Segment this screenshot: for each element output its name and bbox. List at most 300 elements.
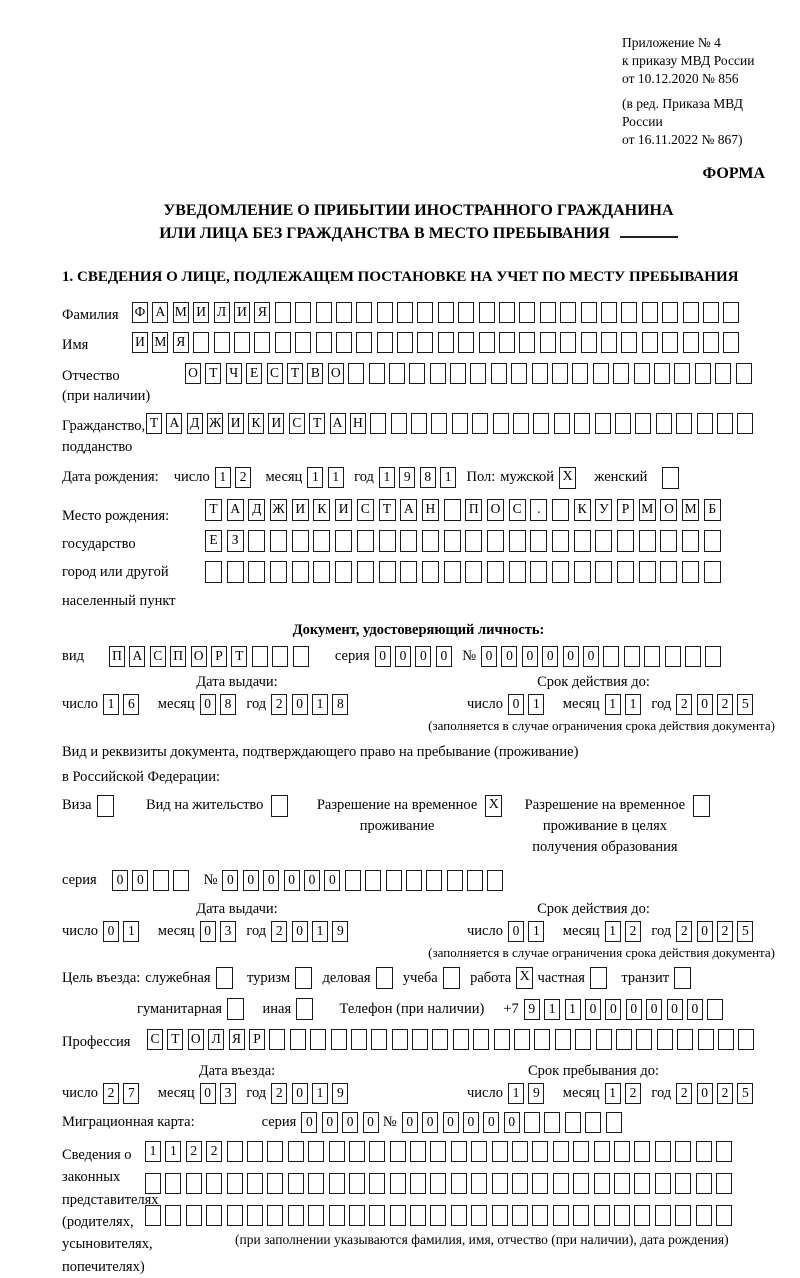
char-box[interactable] [718,1029,734,1050]
char-box[interactable] [400,530,417,552]
char-box[interactable]: 0 [301,1112,317,1133]
sex-female-checkbox[interactable] [662,467,679,489]
char-box[interactable]: 1 [544,999,560,1020]
char-box[interactable] [492,1141,508,1162]
char-box[interactable] [614,1173,630,1194]
char-box[interactable] [349,1205,365,1226]
char-box[interactable]: 9 [524,999,540,1020]
char-box[interactable] [290,1029,306,1050]
char-box[interactable]: 2 [271,694,287,715]
char-box[interactable] [674,363,690,384]
char-box[interactable]: 0 [522,646,538,667]
char-box[interactable]: С [147,1029,163,1050]
char-box[interactable] [227,561,244,583]
char-box[interactable]: 0 [501,646,517,667]
char-box[interactable] [553,1141,569,1162]
char-box[interactable]: У [595,499,612,521]
purpose-other-checkbox[interactable] [296,998,313,1020]
char-box[interactable] [227,1173,243,1194]
char-box[interactable]: И [292,499,309,521]
char-box[interactable]: А [400,499,417,521]
char-box[interactable]: 1 [605,694,621,715]
char-box[interactable] [389,363,405,384]
char-box[interactable]: 0 [483,1112,499,1133]
char-box[interactable] [472,413,488,434]
char-box[interactable] [422,530,439,552]
char-box[interactable]: Р [249,1029,265,1050]
char-box[interactable] [458,302,474,323]
char-box[interactable] [351,1029,367,1050]
char-box[interactable]: 0 [585,999,601,1020]
char-box[interactable] [675,1205,691,1226]
purpose-work-checkbox[interactable]: X [516,967,533,989]
char-box[interactable]: 1 [528,694,544,715]
char-box[interactable] [511,363,527,384]
char-box[interactable]: Т [205,363,221,384]
char-box[interactable]: О [487,499,504,521]
char-box[interactable] [552,561,569,583]
char-box[interactable]: Е [205,530,222,552]
char-box[interactable]: П [109,646,125,667]
char-box[interactable]: 0 [563,646,579,667]
char-box[interactable] [214,332,230,353]
char-box[interactable]: Т [379,499,396,521]
char-box[interactable]: Ж [207,413,223,434]
char-box[interactable] [655,1173,671,1194]
char-box[interactable]: 1 [440,467,456,488]
char-box[interactable] [390,1141,406,1162]
char-box[interactable] [409,363,425,384]
char-box[interactable] [737,413,753,434]
char-box[interactable] [492,1173,508,1194]
char-box[interactable] [665,646,681,667]
char-box[interactable]: 0 [697,921,713,942]
char-box[interactable] [269,1029,285,1050]
char-box[interactable] [453,1029,469,1050]
char-box[interactable] [513,413,529,434]
char-box[interactable]: 0 [363,1112,379,1133]
char-box[interactable]: Т [146,413,162,434]
char-box[interactable]: Я [173,332,189,353]
char-box[interactable] [308,1141,324,1162]
char-box[interactable] [639,561,656,583]
char-box[interactable]: 0 [322,1112,338,1133]
char-box[interactable] [234,332,250,353]
purpose-tourism-checkbox[interactable] [295,967,312,989]
char-box[interactable] [555,1029,571,1050]
char-box[interactable] [357,561,374,583]
option-temp-residence-education-checkbox[interactable] [693,795,710,817]
char-box[interactable] [452,413,468,434]
char-box[interactable]: 1 [508,1083,524,1104]
char-box[interactable]: 0 [436,646,452,667]
char-box[interactable] [470,363,486,384]
char-box[interactable]: Т [205,499,222,521]
char-box[interactable]: О [191,646,207,667]
char-box[interactable] [635,413,651,434]
char-box[interactable] [533,413,549,434]
char-box[interactable] [512,1141,528,1162]
char-box[interactable]: 3 [220,921,236,942]
char-box[interactable] [624,646,640,667]
char-box[interactable] [519,332,535,353]
char-box[interactable] [295,332,311,353]
char-box[interactable] [565,1112,581,1133]
char-box[interactable] [573,1173,589,1194]
char-box[interactable] [417,302,433,323]
char-box[interactable]: Д [248,499,265,521]
char-box[interactable]: 0 [481,646,497,667]
char-box[interactable] [512,1205,528,1226]
char-box[interactable]: . [530,499,547,521]
char-box[interactable] [509,530,526,552]
char-box[interactable] [621,332,637,353]
char-box[interactable]: 1 [145,1141,161,1162]
char-box[interactable]: И [234,302,250,323]
char-box[interactable]: Б [704,499,721,521]
char-box[interactable] [356,302,372,323]
char-box[interactable] [227,1205,243,1226]
char-box[interactable] [313,530,330,552]
char-box[interactable]: 1 [165,1141,181,1162]
char-box[interactable] [716,1205,732,1226]
char-box[interactable] [247,1141,263,1162]
char-box[interactable]: 0 [697,1083,713,1104]
char-box[interactable] [552,363,568,384]
char-box[interactable]: 2 [676,921,692,942]
char-box[interactable] [573,1141,589,1162]
char-box[interactable] [676,413,692,434]
char-box[interactable] [634,1141,650,1162]
char-box[interactable] [736,363,752,384]
char-box[interactable] [165,1205,181,1226]
char-box[interactable] [572,363,588,384]
char-box[interactable]: 0 [415,646,431,667]
char-box[interactable] [553,1173,569,1194]
char-box[interactable] [499,332,515,353]
char-box[interactable] [655,1141,671,1162]
char-box[interactable] [391,413,407,434]
char-box[interactable] [615,413,631,434]
char-box[interactable]: 8 [220,694,236,715]
char-box[interactable]: 0 [200,921,216,942]
char-box[interactable] [248,561,265,583]
char-box[interactable]: 2 [676,1083,692,1104]
char-box[interactable] [471,1141,487,1162]
char-box[interactable]: М [682,499,699,521]
char-box[interactable] [369,1173,385,1194]
char-box[interactable] [530,530,547,552]
char-box[interactable] [377,332,393,353]
char-box[interactable] [400,561,417,583]
char-box[interactable] [492,1205,508,1226]
char-box[interactable] [595,561,612,583]
char-box[interactable] [348,363,364,384]
char-box[interactable]: Л [208,1029,224,1050]
char-box[interactable] [369,363,385,384]
char-box[interactable] [345,870,361,891]
char-box[interactable] [313,561,330,583]
char-box[interactable] [267,1141,283,1162]
char-box[interactable] [193,332,209,353]
char-box[interactable] [644,646,660,667]
char-box[interactable] [252,646,268,667]
char-box[interactable]: 8 [332,694,348,715]
char-box[interactable] [594,1173,610,1194]
char-box[interactable] [308,1205,324,1226]
char-box[interactable] [703,332,719,353]
char-box[interactable] [593,363,609,384]
char-box[interactable] [293,646,309,667]
char-box[interactable] [617,561,634,583]
char-box[interactable]: 1 [312,1083,328,1104]
char-box[interactable]: 0 [103,921,119,942]
char-box[interactable] [145,1205,161,1226]
char-box[interactable]: 6 [123,694,139,715]
char-box[interactable] [494,1029,510,1050]
char-box[interactable] [467,870,483,891]
char-box[interactable] [677,1029,693,1050]
char-box[interactable] [613,363,629,384]
char-box[interactable] [554,413,570,434]
char-box[interactable] [329,1141,345,1162]
purpose-humanitarian-checkbox[interactable] [227,998,244,1020]
char-box[interactable] [390,1173,406,1194]
char-box[interactable] [288,1141,304,1162]
char-box[interactable] [450,363,466,384]
char-box[interactable] [336,332,352,353]
char-box[interactable]: 3 [220,1083,236,1104]
char-box[interactable] [685,646,701,667]
char-box[interactable]: 0 [200,1083,216,1104]
char-box[interactable] [606,1112,622,1133]
char-box[interactable]: 1 [307,467,323,488]
char-box[interactable] [540,302,556,323]
char-box[interactable]: 1 [123,921,139,942]
char-box[interactable]: Л [214,302,230,323]
char-box[interactable]: И [335,499,352,521]
char-box[interactable] [288,1173,304,1194]
char-box[interactable] [267,1173,283,1194]
char-box[interactable]: Т [309,413,325,434]
char-box[interactable]: И [268,413,284,434]
char-box[interactable]: С [509,499,526,521]
char-box[interactable] [292,530,309,552]
char-box[interactable] [675,1141,691,1162]
char-box[interactable] [390,1205,406,1226]
char-box[interactable] [601,332,617,353]
char-box[interactable]: А [166,413,182,434]
char-box[interactable] [675,1173,691,1194]
option-residence-permit-checkbox[interactable] [271,795,288,817]
char-box[interactable]: 0 [112,870,128,891]
char-box[interactable]: 9 [332,1083,348,1104]
char-box[interactable]: К [248,413,264,434]
char-box[interactable] [295,302,311,323]
char-box[interactable]: Я [254,302,270,323]
char-box[interactable]: А [227,499,244,521]
char-box[interactable] [532,1141,548,1162]
char-box[interactable]: 9 [528,1083,544,1104]
char-box[interactable] [473,1029,489,1050]
char-box[interactable] [145,1173,161,1194]
char-box[interactable] [738,1029,754,1050]
char-box[interactable]: К [313,499,330,521]
char-box[interactable]: 0 [375,646,391,667]
char-box[interactable] [410,1141,426,1162]
char-box[interactable]: 5 [737,921,753,942]
char-box[interactable] [386,870,402,891]
char-box[interactable] [275,332,291,353]
char-box[interactable]: С [289,413,305,434]
char-box[interactable]: Е [246,363,262,384]
char-box[interactable]: 2 [717,694,733,715]
char-box[interactable]: 2 [235,467,251,488]
char-box[interactable] [365,870,381,891]
char-box[interactable] [703,302,719,323]
char-box[interactable]: 9 [399,467,415,488]
char-box[interactable] [704,530,721,552]
char-box[interactable] [270,530,287,552]
char-box[interactable] [444,530,461,552]
char-box[interactable] [716,1173,732,1194]
char-box[interactable] [715,363,731,384]
char-box[interactable]: Р [211,646,227,667]
char-box[interactable]: 0 [697,694,713,715]
char-box[interactable] [426,870,442,891]
char-box[interactable] [595,530,612,552]
char-box[interactable] [553,1205,569,1226]
char-box[interactable] [585,1112,601,1133]
option-temp-residence-checkbox[interactable]: X [485,795,502,817]
char-box[interactable] [532,1173,548,1194]
char-box[interactable] [524,1112,540,1133]
char-box[interactable] [574,530,591,552]
char-box[interactable]: 0 [263,870,279,891]
char-box[interactable]: 0 [395,646,411,667]
purpose-official-checkbox[interactable] [216,967,233,989]
char-box[interactable] [696,1173,712,1194]
char-box[interactable] [657,1029,673,1050]
char-box[interactable] [493,413,509,434]
char-box[interactable] [662,302,678,323]
char-box[interactable] [530,561,547,583]
char-box[interactable] [683,302,699,323]
char-box[interactable]: Т [231,646,247,667]
char-box[interactable]: С [150,646,166,667]
char-box[interactable] [512,1173,528,1194]
char-box[interactable]: С [267,363,283,384]
char-box[interactable] [552,499,569,521]
char-box[interactable] [316,332,332,353]
char-box[interactable] [696,1141,712,1162]
char-box[interactable] [636,1029,652,1050]
char-box[interactable] [601,302,617,323]
char-box[interactable] [594,1205,610,1226]
char-box[interactable] [621,302,637,323]
char-box[interactable] [308,1173,324,1194]
char-box[interactable] [451,1205,467,1226]
char-box[interactable] [544,1112,560,1133]
char-box[interactable] [430,1173,446,1194]
char-box[interactable] [717,413,733,434]
char-box[interactable] [451,1173,467,1194]
char-box[interactable] [186,1173,202,1194]
char-box[interactable]: 1 [215,467,231,488]
char-box[interactable]: 0 [324,870,340,891]
char-box[interactable] [329,1173,345,1194]
char-box[interactable] [532,1205,548,1226]
char-box[interactable]: 0 [605,999,621,1020]
char-box[interactable] [479,302,495,323]
char-box[interactable]: О [185,363,201,384]
char-box[interactable] [335,561,352,583]
char-box[interactable] [596,1029,612,1050]
char-box[interactable]: 0 [284,870,300,891]
char-box[interactable]: 0 [626,999,642,1020]
char-box[interactable] [614,1141,630,1162]
char-box[interactable] [205,561,222,583]
char-box[interactable] [310,1029,326,1050]
char-box[interactable]: А [152,302,168,323]
char-box[interactable]: 2 [206,1141,222,1162]
char-box[interactable] [431,413,447,434]
char-box[interactable]: 1 [605,921,621,942]
char-box[interactable]: О [660,499,677,521]
char-box[interactable] [357,530,374,552]
char-box[interactable]: 0 [243,870,259,891]
char-box[interactable] [534,1029,550,1050]
char-box[interactable] [487,561,504,583]
char-box[interactable] [275,302,291,323]
char-box[interactable] [696,1205,712,1226]
char-box[interactable] [532,363,548,384]
char-box[interactable]: Ж [270,499,287,521]
char-box[interactable] [316,302,332,323]
char-box[interactable] [509,561,526,583]
char-box[interactable]: 0 [132,870,148,891]
char-box[interactable] [349,1141,365,1162]
char-box[interactable] [634,363,650,384]
char-box[interactable]: А [129,646,145,667]
char-box[interactable] [173,870,189,891]
char-box[interactable]: 2 [717,1083,733,1104]
char-box[interactable] [458,332,474,353]
char-box[interactable] [616,1029,632,1050]
char-box[interactable] [336,302,352,323]
char-box[interactable] [683,332,699,353]
char-box[interactable]: Н [422,499,439,521]
char-box[interactable] [723,302,739,323]
char-box[interactable] [444,561,461,583]
char-box[interactable] [186,1205,202,1226]
char-box[interactable]: З [227,530,244,552]
char-box[interactable] [335,530,352,552]
char-box[interactable] [723,332,739,353]
char-box[interactable]: 2 [717,921,733,942]
char-box[interactable] [655,1205,671,1226]
char-box[interactable]: П [170,646,186,667]
char-box[interactable] [662,332,678,353]
char-box[interactable]: 2 [676,694,692,715]
char-box[interactable] [331,1029,347,1050]
char-box[interactable] [329,1205,345,1226]
char-box[interactable] [540,332,556,353]
char-box[interactable] [247,1173,263,1194]
purpose-study-checkbox[interactable] [443,967,460,989]
char-box[interactable]: 0 [463,1112,479,1133]
char-box[interactable]: С [357,499,374,521]
